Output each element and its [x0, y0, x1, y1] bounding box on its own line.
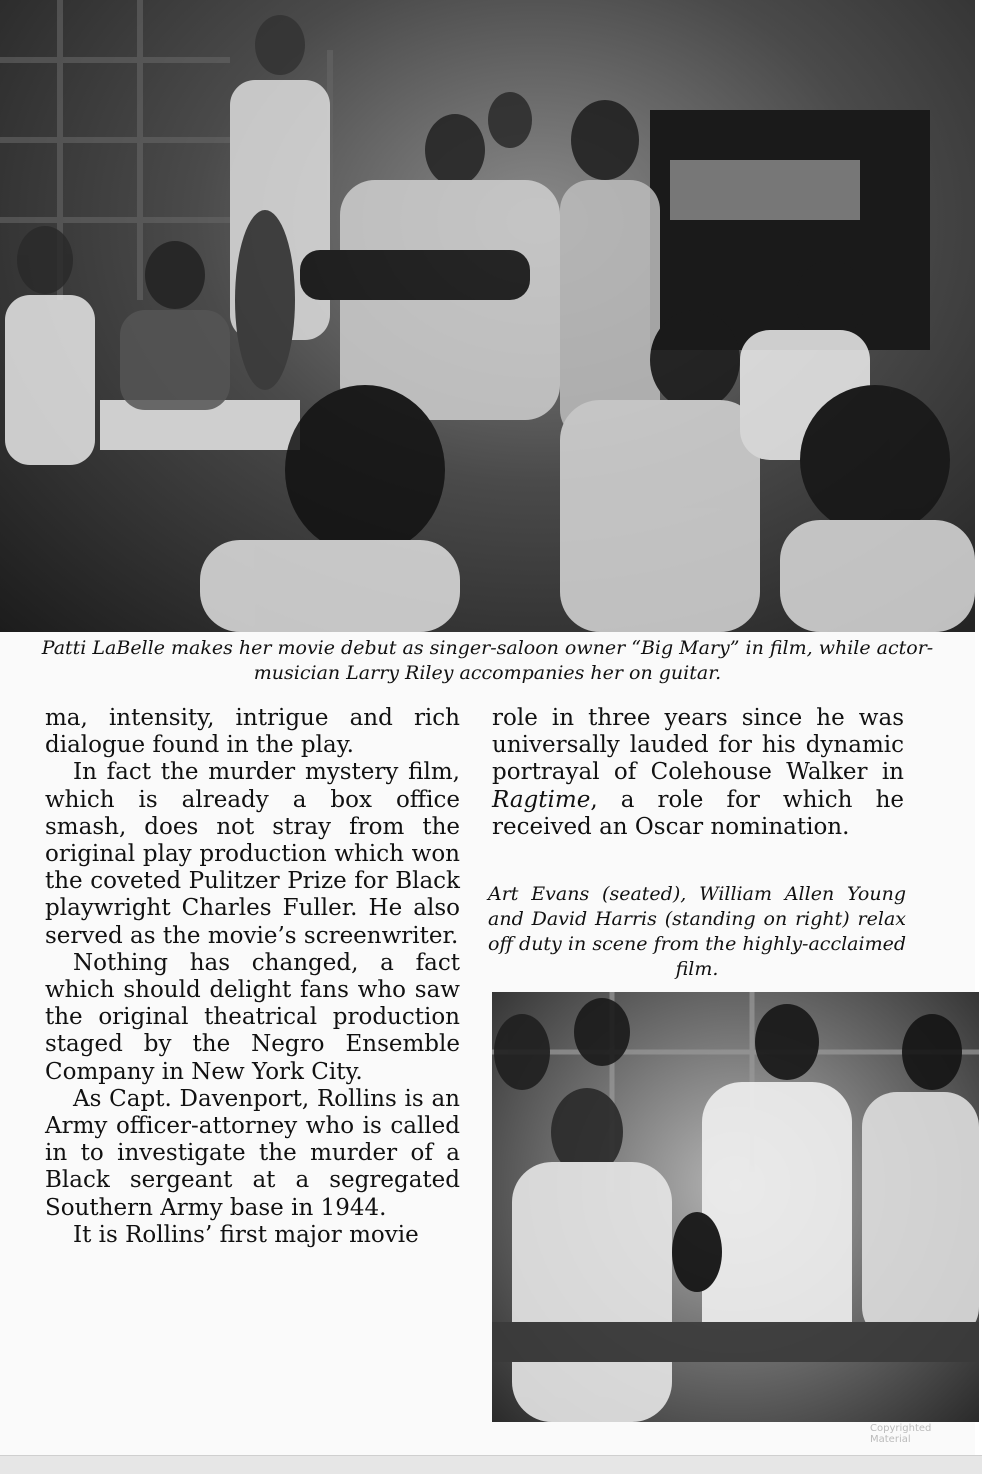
- watermark: Copyrighted Material: [870, 1423, 932, 1445]
- paragraph-text: role in three years since he was universally lauded for his dynamic portrayal of Colehouse Walker in: [492, 705, 904, 786]
- paragraph: Nothing has changed, a fact which should delight fans who saw the original theatrical production staged by the Negro Ensemble Company in New York City.: [45, 949, 460, 1085]
- film-title-ragtime: Ragtime: [492, 786, 591, 813]
- photo-caption-side: Art Evans (seated), William Allen Young and David Harris (standing on right) relax off duty in scene from the highly-acclaimed film.: [488, 883, 906, 980]
- soldiers-relaxing-photo: [492, 992, 979, 1422]
- paragraph: As Capt. Davenport, Rollins is an Army officer-attorney who is called in to investigate the murder of a Black sergeant at a segregated Southern Army base in 1944.: [45, 1085, 460, 1221]
- paragraph: It is Rollins’ first major movie: [73, 1221, 419, 1248]
- photo-caption-top: Patti LaBelle makes her movie debut as singer-saloon owner “Big Mary” in film, while actor-musician Larry Riley accompanies her on guitar.: [41, 637, 934, 684]
- saloon-scene-illustration: [0, 0, 975, 632]
- article-column-right: [492, 705, 904, 841]
- paragraph-text: , a role for which he received an Oscar nomination.: [492, 786, 904, 840]
- viewer-bottom-bar: [0, 1455, 982, 1474]
- paragraph: ma, intensity, intrigue and rich dialogue found in the play.: [45, 705, 460, 759]
- saloon-scene-photo: [0, 0, 975, 632]
- paragraph: [492, 705, 904, 841]
- article-column-left: [45, 705, 460, 1249]
- soldiers-illustration: [492, 992, 979, 1422]
- paragraph: In fact the murder mystery film, which is already a box office smash, does not stray from the original play production which won the coveted Pulitzer Prize for Black playwright Charles Fuller. He also served as the movie’s screenwriter.: [45, 759, 460, 949]
